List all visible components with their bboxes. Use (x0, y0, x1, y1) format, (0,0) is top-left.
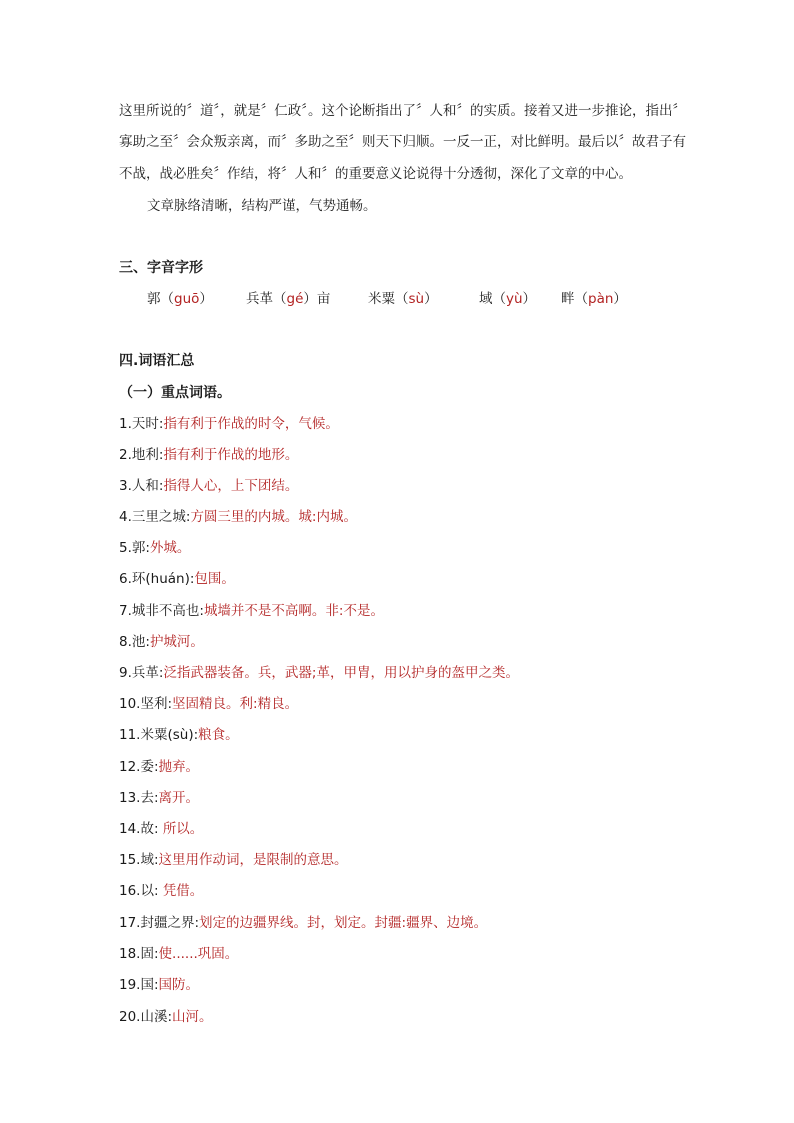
pronunciation-item: 域（yù） (479, 291, 537, 307)
vocab-definition: 划定的边疆界线。封，划定。封疆:疆界、边境。 (199, 915, 488, 931)
section-4-heading: 四.词语汇总 (119, 353, 195, 369)
vocab-item (119, 414, 339, 434)
vocab-term: 7.城非不高也: (119, 603, 204, 619)
vocab-term: 18.固: (119, 946, 159, 962)
vocab-definition: 山河。 (172, 1009, 213, 1025)
vocab-definition: 这里用作动词，是限制的意思。 (158, 852, 348, 868)
vocab-item (119, 881, 203, 901)
vocab-definition: 凭借。 (162, 883, 204, 899)
intro-paragraph-line-2: 寡助之至〞会众叛亲离，而〞多助之至〞则天下归顺。一反一正，对比鲜明。最后以〞故君子有 (119, 134, 686, 150)
vocab-item (119, 975, 199, 995)
vocab-item (119, 850, 348, 870)
vocab-term: 3.人和: (119, 478, 164, 494)
pron-char: 兵革 (246, 291, 273, 307)
vocab-term: 11.米粟(sù): (119, 727, 199, 743)
vocab-definition: 坚固精良。利:精良。 (172, 696, 299, 712)
intro-paragraph-2: 文章脉络清晰，结构严谨，气势通畅。 (147, 198, 377, 214)
vocab-item (119, 788, 199, 808)
pronunciation-item: 兵革（gé）亩 (246, 291, 331, 307)
vocab-term: 5.郭: (119, 540, 150, 556)
vocab-term: 12.委: (119, 759, 159, 775)
vocab-term: 2.地利: (119, 447, 164, 463)
vocab-definition: 包围。 (194, 571, 235, 587)
vocab-item (119, 601, 384, 621)
vocab-definition: 离开。 (158, 790, 200, 806)
vocab-term: 15.域: (119, 852, 159, 868)
vocab-definition: 指有利于作战的地形。 (163, 447, 299, 463)
vocab-item (119, 476, 298, 496)
pronunciation-item: 郭（guō） (147, 291, 213, 307)
vocab-definition: 粮食。 (198, 727, 239, 743)
pron-pinyin: yù (506, 291, 523, 307)
vocab-item (119, 725, 239, 745)
vocab-definition: 方圆三里的内城。城:内城。 (190, 509, 357, 525)
vocab-item (119, 819, 203, 839)
pron-char: 米粟 (368, 291, 395, 307)
vocab-term: 19.国: (119, 977, 159, 993)
vocab-item (119, 1007, 213, 1027)
vocab-term: 8.池: (119, 634, 150, 650)
vocab-definition: 泛指武器装备。兵，武器;革，甲胄，用以护身的盔甲之类。 (163, 665, 519, 681)
vocab-term: 9.兵革: (119, 665, 164, 681)
vocab-definition: 城墙并不是不高啊。非:不是。 (203, 603, 384, 619)
pron-pinyin: guō (174, 291, 200, 307)
vocab-item (119, 569, 235, 589)
vocab-term: 10.坚利: (119, 696, 173, 712)
pronunciation-item: 米粟（sù） (368, 291, 438, 307)
vocab-item (119, 663, 519, 683)
pron-char: 域 (479, 291, 493, 307)
intro-paragraph-line-1: 这里所说的〞道〞，就是〞仁政〞。这个论断指出了〞人和〞的实质。接着又进一步推论，指出〞 (119, 103, 686, 119)
vocab-definition: 国防。 (158, 977, 200, 993)
vocab-definition: 使......巩固。 (158, 946, 239, 962)
pron-pinyin: pàn (588, 291, 614, 307)
vocab-term: 13.去: (119, 790, 159, 806)
vocab-term: 6.环(huán): (119, 571, 195, 587)
pronunciation-item: 畔（pàn） (561, 291, 627, 307)
vocab-definition: 指得人心，上下团结。 (163, 478, 299, 494)
vocab-definition: 指有利于作战的时令，气候。 (163, 416, 339, 432)
vocab-item (119, 913, 487, 933)
vocab-definition: 外城。 (149, 540, 191, 556)
pron-char: 郭 (147, 291, 161, 307)
section-4-subheading: （一）重点词语。 (119, 385, 231, 401)
vocab-item (119, 538, 190, 558)
section-3-heading: 三、字音字形 (119, 260, 203, 276)
vocab-item (119, 445, 298, 465)
vocab-term: 1.天时: (119, 416, 164, 432)
pron-char: 畔 (561, 291, 575, 307)
pron-suffix: 亩 (316, 291, 331, 307)
vocab-term: 20.山溪: (119, 1009, 173, 1025)
vocab-item (119, 694, 298, 714)
vocab-item (119, 507, 357, 527)
pron-pinyin: gé (286, 291, 304, 307)
vocab-definition: 所以。 (162, 821, 204, 837)
intro-paragraph-line-3: 不战，战必胜矣〞作结，将〞人和〞的重要意义论说得十分透彻，深化了文章的中心。 (119, 166, 632, 182)
vocab-definition: 抛弃。 (158, 759, 200, 775)
vocab-term: 4.三里之城: (119, 509, 191, 525)
vocab-item (119, 944, 238, 964)
vocab-term: 14.故: (119, 821, 163, 837)
vocab-item (119, 757, 199, 777)
vocab-item (119, 632, 204, 652)
vocab-term: 16.以: (119, 883, 163, 899)
vocab-term: 17.封疆之界: (119, 915, 200, 931)
vocab-definition: 护城河。 (149, 634, 204, 650)
pron-pinyin: sù (408, 291, 425, 307)
